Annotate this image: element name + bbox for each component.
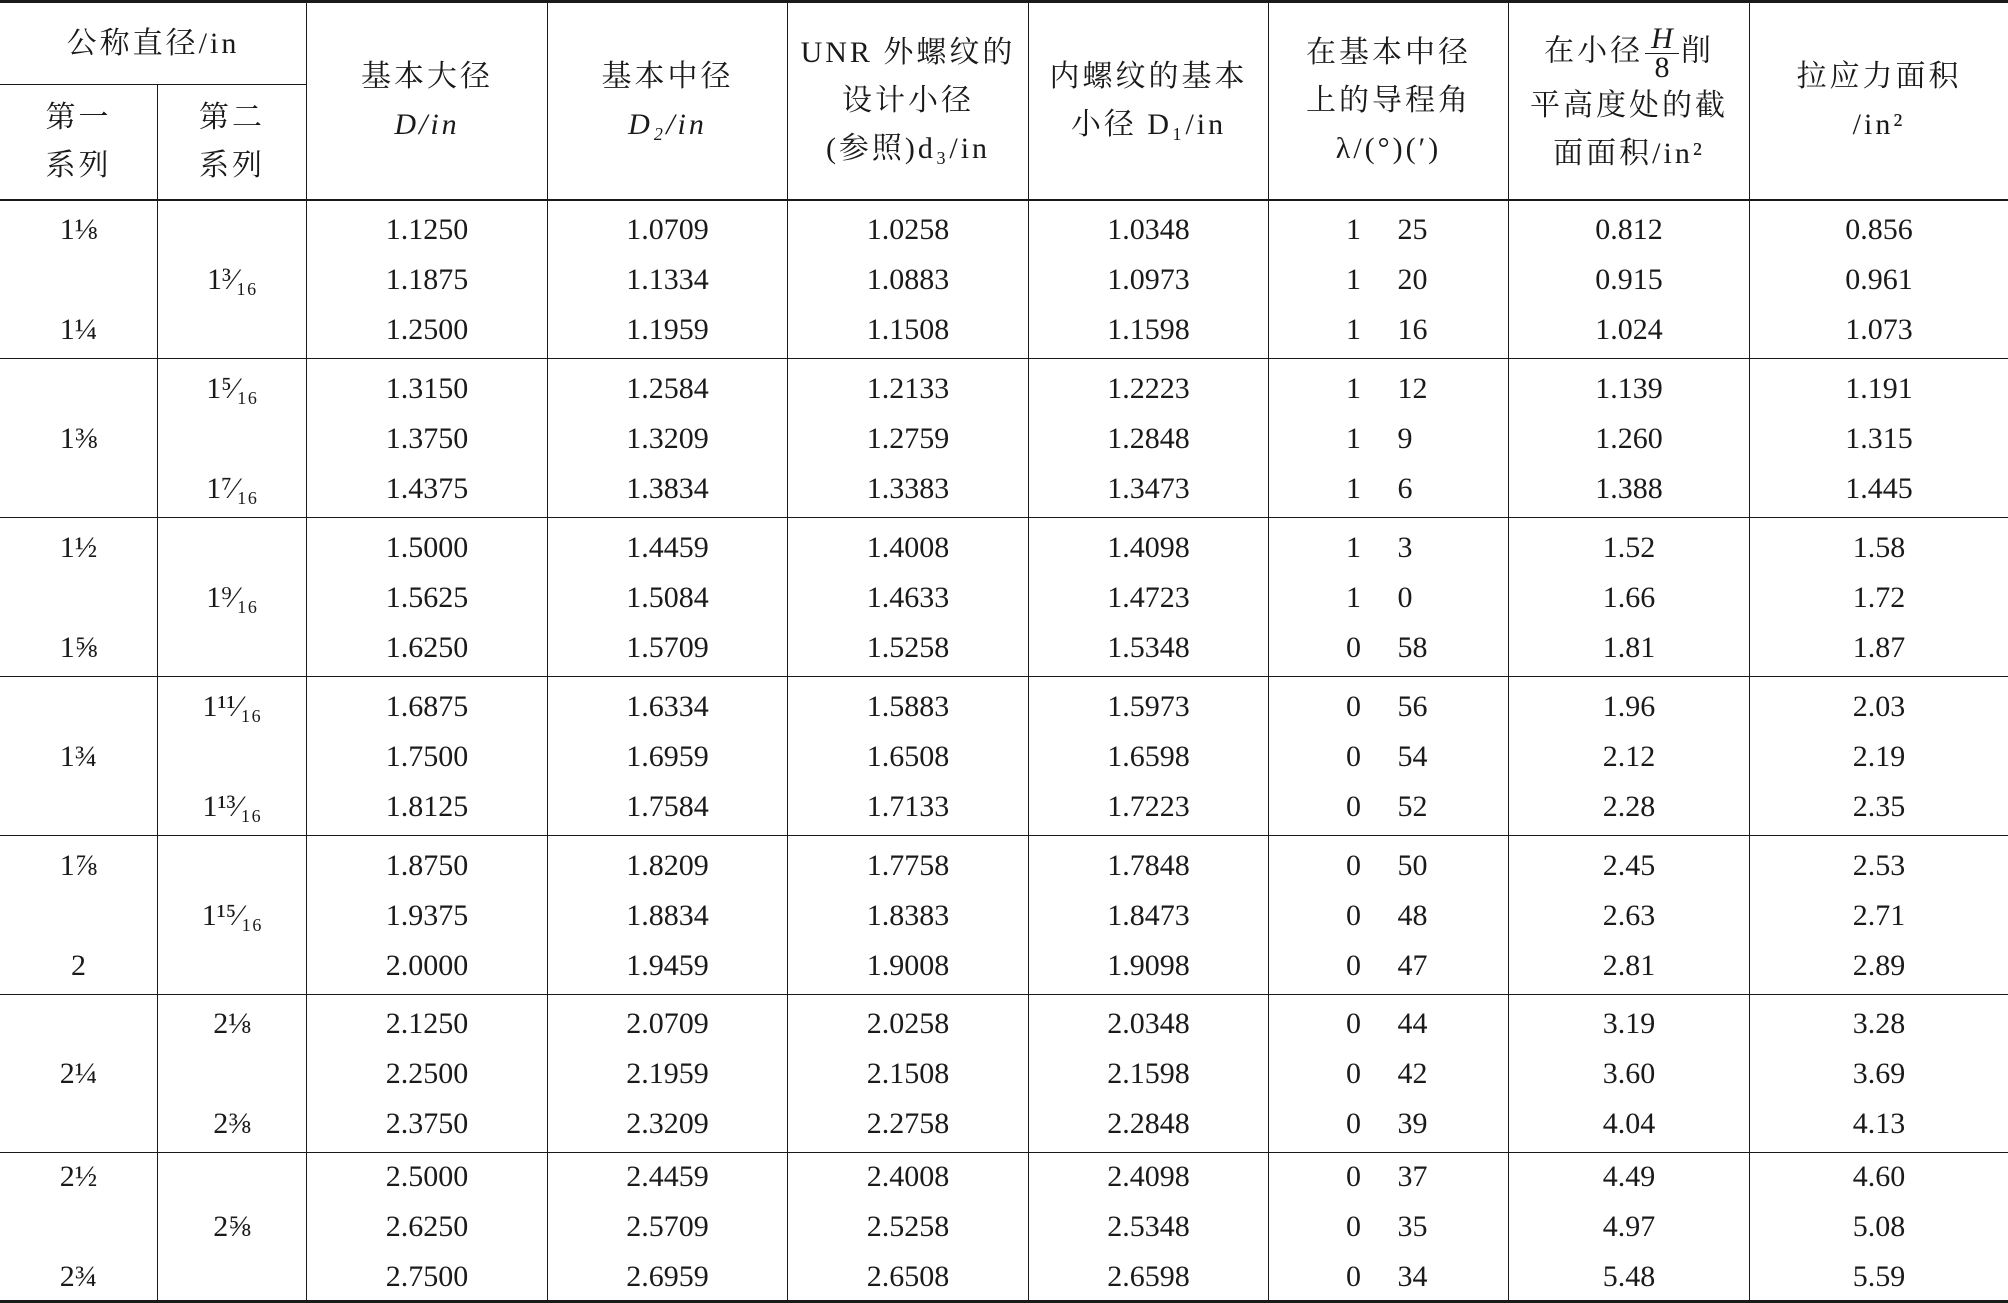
- internal-minor-cell: 2.2848: [1107, 1107, 1190, 1140]
- major-diameter-cell: 1.8125: [385, 790, 469, 823]
- unr-minor-cell: 2.6508: [866, 1260, 950, 1293]
- pitch-diameter-cell: 1.2584: [626, 372, 709, 405]
- lead-angle-cell: [1269, 1099, 1508, 1149]
- internal-minor-cell: 1.3473: [1107, 472, 1190, 505]
- lead-angle-minutes: 3: [1397, 531, 1413, 564]
- section-area-cell: 2.63: [1602, 899, 1656, 932]
- pitch-diameter-cell: 2.4459: [626, 1160, 709, 1193]
- lead-angle-degrees: 0: [1346, 631, 1361, 664]
- header-pitch-line1: 基本中径: [601, 60, 734, 93]
- lead-angle-cell: [1269, 732, 1508, 782]
- lead-angle-minutes: 48: [1397, 899, 1428, 932]
- group-rule: [0, 994, 2008, 995]
- lead-angle-minutes: 12: [1397, 372, 1428, 405]
- lead-angle-degrees: 1: [1346, 372, 1361, 405]
- first-series-cell: [0, 464, 157, 514]
- unr-minor-cell: 1.3383: [866, 472, 950, 505]
- header-lead-line3: λ/(°)(′): [1335, 132, 1442, 165]
- pitch-diameter-cell: 1.6959: [626, 740, 709, 773]
- stress-area-cell: 2.03: [1852, 690, 1906, 723]
- section-area-cell: 1.139: [1595, 372, 1663, 405]
- lead-angle-degrees: 0: [1346, 1007, 1361, 1040]
- stress-area-cell: 1.72: [1852, 581, 1906, 614]
- first-series-cell: 1⅛: [59, 213, 98, 246]
- lead-angle-degrees: 1: [1346, 472, 1361, 505]
- section-area-cell: 3.60: [1602, 1057, 1656, 1090]
- pitch-diameter-cell: 1.8834: [626, 899, 709, 932]
- major-diameter-cell: 1.5000: [385, 531, 469, 564]
- stress-area-cell: 1.191: [1845, 372, 1913, 405]
- lead-angle-degrees: 1: [1346, 213, 1361, 246]
- header-stress-line2: /in²: [1852, 108, 1906, 141]
- internal-minor-cell: 2.4098: [1107, 1160, 1190, 1193]
- second-series-cell: [158, 941, 306, 991]
- stress-area-cell: 4.13: [1852, 1107, 1906, 1140]
- unr-minor-cell: 1.5883: [866, 690, 950, 723]
- stress-area-cell: 5.08: [1852, 1210, 1906, 1243]
- lead-angle-minutes: 35: [1397, 1210, 1428, 1243]
- stress-area-cell: 2.35: [1852, 790, 1906, 823]
- lead-angle-degrees: 0: [1346, 740, 1361, 773]
- lead-angle-degrees: 0: [1346, 1057, 1361, 1090]
- stress-area-cell: 1.445: [1845, 472, 1913, 505]
- stress-area-cell: 3.69: [1852, 1057, 1906, 1090]
- first-series-cell: 1¼: [59, 313, 98, 346]
- first-series-cell: 2: [71, 949, 86, 982]
- section-area-cell: 1.81: [1602, 631, 1656, 664]
- first-series-cell: 1⅝: [59, 631, 98, 664]
- internal-minor-cell: 2.0348: [1107, 1007, 1190, 1040]
- header-internal-minor-diameter: [1029, 3, 1268, 199]
- pitch-diameter-cell: 2.0709: [626, 1007, 709, 1040]
- first-series-cell: 2½: [59, 1160, 98, 1193]
- internal-minor-cell: 1.8473: [1107, 899, 1190, 932]
- internal-minor-cell: 1.7223: [1107, 790, 1190, 823]
- stress-area-cell: 2.89: [1852, 949, 1906, 982]
- section-area-cell: 5.48: [1602, 1260, 1656, 1293]
- header-nominal-diameter: [0, 3, 306, 84]
- pitch-diameter-cell: 1.9459: [626, 949, 709, 982]
- section-area-cell: 1.260: [1595, 422, 1663, 455]
- major-diameter-cell: 1.8750: [385, 849, 469, 882]
- header-internal-line2: 小径 D₁/in: [1070, 108, 1227, 141]
- lead-angle-degrees: 0: [1346, 690, 1361, 723]
- internal-minor-cell: 2.6598: [1107, 1260, 1190, 1293]
- stress-area-cell: 1.58: [1852, 531, 1906, 564]
- first-series-cell: [0, 1099, 157, 1149]
- lead-angle-cell: [1269, 523, 1508, 573]
- first-series-cell: [0, 573, 157, 623]
- first-series-cell: [0, 999, 157, 1049]
- lead-angle-cell: [1269, 464, 1508, 514]
- internal-minor-cell: 1.2848: [1107, 422, 1190, 455]
- internal-minor-cell: 1.4098: [1107, 531, 1190, 564]
- section-area-cell: 0.915: [1595, 263, 1663, 296]
- major-diameter-cell: 1.4375: [385, 472, 469, 505]
- internal-minor-cell: 1.2223: [1107, 372, 1190, 405]
- lead-angle-minutes: 52: [1397, 790, 1428, 823]
- section-area-cell: 1.66: [1602, 581, 1656, 614]
- lead-angle-minutes: 47: [1397, 949, 1428, 982]
- major-diameter-cell: 2.2500: [385, 1057, 469, 1090]
- lead-angle-degrees: 1: [1346, 313, 1361, 346]
- lead-angle-degrees: 0: [1346, 790, 1361, 823]
- section-area-cell: 1.96: [1602, 690, 1656, 723]
- lead-angle-cell: [1269, 682, 1508, 732]
- header-section-suffix: 削: [1680, 33, 1714, 67]
- header-unr-line2: 设计小径: [842, 84, 974, 117]
- section-area-cell: 2.12: [1602, 740, 1656, 773]
- second-series-cell: 2⅛: [213, 1007, 251, 1040]
- unr-minor-cell: 1.0883: [866, 263, 950, 296]
- lead-angle-minutes: 58: [1397, 631, 1428, 664]
- lead-angle-minutes: 54: [1397, 740, 1428, 773]
- lead-angle-minutes: 56: [1397, 690, 1428, 723]
- unr-minor-cell: 2.0258: [866, 1007, 950, 1040]
- lead-angle-degrees: 1: [1346, 581, 1361, 614]
- pitch-diameter-cell: 1.7584: [626, 790, 709, 823]
- lead-angle-cell: [1269, 999, 1508, 1049]
- header-section-line2: 平高度处的截: [1530, 88, 1728, 122]
- header-internal-line1: 内螺纹的基本: [1049, 60, 1248, 93]
- major-diameter-cell: 1.1875: [385, 263, 469, 296]
- lead-angle-degrees: 1: [1346, 531, 1361, 564]
- h-over-8-fraction: [1645, 21, 1679, 84]
- second-series-cell: [158, 1049, 306, 1099]
- section-area-cell: 0.812: [1595, 213, 1663, 246]
- header-basic-pitch-diameter: [548, 3, 787, 199]
- major-diameter-cell: 1.1250: [385, 213, 469, 246]
- lead-angle-cell: [1269, 1202, 1508, 1252]
- major-diameter-cell: 1.6250: [385, 631, 469, 664]
- pitch-diameter-cell: 1.1334: [626, 263, 709, 296]
- pitch-diameter-cell: 2.6959: [626, 1260, 709, 1293]
- internal-minor-cell: 1.1598: [1107, 313, 1190, 346]
- pitch-diameter-cell: 1.5084: [626, 581, 709, 614]
- group-rule: [0, 517, 2008, 518]
- second-series-cell: 1¹¹⁄₁₆: [202, 690, 262, 723]
- lead-angle-cell: [1269, 782, 1508, 832]
- pitch-diameter-cell: 2.1959: [626, 1057, 709, 1090]
- header-major-line2: D/in: [394, 108, 460, 141]
- lead-angle-minutes: 50: [1397, 849, 1428, 882]
- internal-minor-cell: 1.0973: [1107, 263, 1190, 296]
- header-major-line1: 基本大径: [361, 60, 493, 93]
- first-series-cell: 1⅞: [59, 849, 98, 882]
- second-series-cell: [158, 205, 306, 255]
- unr-minor-cell: 1.2133: [866, 372, 950, 405]
- group-rule: [0, 676, 2008, 677]
- stress-area-cell: 2.19: [1852, 740, 1906, 773]
- unr-minor-cell: 1.4633: [866, 581, 950, 614]
- pitch-diameter-cell: 1.6334: [626, 690, 709, 723]
- section-area-cell: 3.19: [1602, 1007, 1656, 1040]
- lead-angle-degrees: 0: [1346, 1107, 1361, 1140]
- header-basic-major-diameter: [307, 3, 547, 199]
- internal-minor-cell: 1.6598: [1107, 740, 1190, 773]
- lead-angle-minutes: 44: [1397, 1007, 1428, 1040]
- pitch-diameter-cell: 1.1959: [626, 313, 709, 346]
- fraction-numerator: H: [1645, 25, 1679, 54]
- stress-area-cell: 4.60: [1852, 1160, 1906, 1193]
- stress-area-cell: 0.856: [1845, 213, 1913, 246]
- major-diameter-cell: 1.3750: [385, 422, 469, 455]
- header-first-series-line2: 系列: [45, 149, 112, 182]
- stress-area-cell: 3.28: [1852, 1007, 1906, 1040]
- unr-minor-cell: 1.6508: [866, 740, 950, 773]
- major-diameter-cell: 1.7500: [385, 740, 469, 773]
- pitch-diameter-cell: 1.0709: [626, 213, 709, 246]
- group-rule: [0, 835, 2008, 836]
- unr-minor-cell: 1.8383: [866, 899, 950, 932]
- lead-angle-cell: [1269, 414, 1508, 464]
- header-lead-line1: 在基本中径: [1306, 36, 1471, 69]
- unr-minor-cell: 2.5258: [866, 1210, 950, 1243]
- lead-angle-degrees: 0: [1346, 899, 1361, 932]
- lead-angle-minutes: 0: [1397, 581, 1413, 614]
- pitch-diameter-cell: 1.8209: [626, 849, 709, 882]
- second-series-cell: 2⅝: [213, 1210, 251, 1243]
- header-unr-line1: UNR 外螺纹的: [800, 36, 1016, 69]
- lead-angle-minutes: 25: [1397, 213, 1428, 246]
- first-series-cell: [0, 1202, 157, 1252]
- lead-angle-minutes: 37: [1397, 1160, 1428, 1193]
- section-area-cell: 4.04: [1602, 1107, 1656, 1140]
- second-series-cell: 1³⁄₁₆: [207, 263, 257, 296]
- first-series-cell: [0, 255, 157, 305]
- second-series-cell: [158, 523, 306, 573]
- lead-angle-cell: [1269, 255, 1508, 305]
- second-series-cell: 1⁹⁄₁₆: [206, 581, 258, 614]
- unr-minor-cell: 1.9008: [866, 949, 950, 982]
- header-section-prefix: 在小径: [1544, 33, 1644, 67]
- section-area-cell: 4.97: [1602, 1210, 1656, 1243]
- header-section-area: [1509, 3, 1749, 199]
- section-area-cell: 2.45: [1602, 849, 1656, 882]
- header-nominal-label: 公称直径/in: [66, 26, 240, 60]
- first-series-cell: [0, 891, 157, 941]
- internal-minor-cell: 1.5348: [1107, 631, 1190, 664]
- fraction-denominator: 8: [1654, 50, 1670, 84]
- lead-angle-degrees: 0: [1346, 849, 1361, 882]
- group-rule: [0, 358, 2008, 359]
- lead-angle-cell: [1269, 1152, 1508, 1202]
- first-series-cell: [0, 364, 157, 414]
- major-diameter-cell: 1.6875: [385, 690, 469, 723]
- second-series-cell: 1¹⁵⁄₁₆: [201, 899, 263, 932]
- header-lead-angle: [1269, 3, 1508, 199]
- lead-angle-minutes: 39: [1397, 1107, 1428, 1140]
- lead-angle-minutes: 42: [1397, 1057, 1428, 1090]
- second-series-cell: [158, 414, 306, 464]
- stress-area-cell: 1.315: [1845, 422, 1913, 455]
- section-area-cell: 1.024: [1595, 313, 1663, 346]
- major-diameter-cell: 2.7500: [385, 1260, 469, 1293]
- lead-angle-cell: [1269, 305, 1508, 355]
- stress-area-cell: 2.71: [1852, 899, 1906, 932]
- unr-minor-cell: 1.7133: [866, 790, 950, 823]
- header-section-line3: 面面积/in²: [1553, 136, 1705, 170]
- internal-minor-cell: 1.5973: [1107, 690, 1190, 723]
- first-series-cell: 1¾: [59, 740, 98, 773]
- header-second-series-line1: 第二: [199, 101, 265, 134]
- lead-angle-degrees: 1: [1346, 422, 1361, 455]
- internal-minor-cell: 2.1598: [1107, 1057, 1190, 1090]
- lead-angle-cell: [1269, 364, 1508, 414]
- unr-minor-cell: 1.4008: [866, 531, 950, 564]
- section-area-cell: 2.28: [1602, 790, 1656, 823]
- pitch-diameter-cell: 1.5709: [626, 631, 709, 664]
- lead-angle-degrees: 1: [1346, 263, 1361, 296]
- major-diameter-cell: 1.9375: [385, 899, 469, 932]
- header-stress-area: [1750, 3, 2008, 199]
- internal-minor-cell: 2.5348: [1107, 1210, 1190, 1243]
- second-series-cell: [158, 1152, 306, 1202]
- stress-area-cell: 1.87: [1852, 631, 1906, 664]
- header-first-series: [0, 85, 157, 199]
- second-series-cell: 1⁵⁄₁₆: [206, 372, 258, 405]
- second-series-cell: [158, 623, 306, 673]
- second-series-cell: 2⅜: [213, 1107, 251, 1140]
- internal-minor-cell: 1.4723: [1107, 581, 1190, 614]
- stress-area-cell: 2.53: [1852, 849, 1906, 882]
- major-diameter-cell: 2.1250: [385, 1007, 469, 1040]
- lead-angle-cell: [1269, 841, 1508, 891]
- header-lead-line2: 上的导程角: [1306, 84, 1471, 117]
- lead-angle-minutes: 6: [1397, 472, 1413, 505]
- unr-minor-cell: 1.1508: [866, 313, 950, 346]
- major-diameter-cell: 2.3750: [385, 1107, 469, 1140]
- header-second-series: [158, 85, 306, 199]
- first-series-cell: 2¾: [59, 1260, 98, 1293]
- pitch-diameter-cell: 2.3209: [626, 1107, 709, 1140]
- lead-angle-cell: [1269, 623, 1508, 673]
- first-series-cell: [0, 682, 157, 732]
- second-series-cell: [158, 732, 306, 782]
- major-diameter-cell: 1.2500: [385, 313, 469, 346]
- header-pitch-line2: D₂/in: [628, 108, 707, 141]
- second-series-cell: 1¹³⁄₁₆: [202, 790, 262, 823]
- pitch-diameter-cell: 1.3209: [626, 422, 709, 455]
- internal-minor-cell: 1.0348: [1107, 213, 1190, 246]
- internal-minor-cell: 1.7848: [1107, 849, 1190, 882]
- stress-area-cell: 5.59: [1852, 1260, 1906, 1293]
- internal-minor-cell: 1.9098: [1107, 949, 1190, 982]
- lead-angle-cell: [1269, 941, 1508, 991]
- major-diameter-cell: 1.5625: [385, 581, 469, 614]
- major-diameter-cell: 2.0000: [385, 949, 469, 982]
- unr-minor-cell: 2.1508: [866, 1057, 950, 1090]
- header-section-line1: [1544, 21, 1714, 84]
- unr-minor-cell: 1.2759: [866, 422, 950, 455]
- header-bottom-rule: [0, 199, 2008, 201]
- pitch-diameter-cell: 1.4459: [626, 531, 709, 564]
- pitch-diameter-cell: 2.5709: [626, 1210, 709, 1243]
- lead-angle-cell: [1269, 891, 1508, 941]
- section-area-cell: 4.49: [1602, 1160, 1656, 1193]
- unr-minor-cell: 1.5258: [866, 631, 950, 664]
- lead-angle-cell: [1269, 573, 1508, 623]
- second-series-cell: [158, 305, 306, 355]
- first-series-cell: 1½: [59, 531, 98, 564]
- second-series-cell: 1⁷⁄₁₆: [206, 472, 258, 505]
- stress-area-cell: 1.073: [1845, 313, 1913, 346]
- lead-angle-cell: [1269, 1049, 1508, 1099]
- major-diameter-cell: 2.6250: [385, 1210, 469, 1243]
- lead-angle-minutes: 20: [1397, 263, 1428, 296]
- header-stress-line1: 拉应力面积: [1796, 60, 1962, 93]
- stress-area-cell: 0.961: [1845, 263, 1913, 296]
- lead-angle-degrees: 0: [1346, 1260, 1361, 1293]
- section-area-cell: 1.388: [1595, 472, 1663, 505]
- first-series-cell: [0, 782, 157, 832]
- lead-angle-degrees: 0: [1346, 1210, 1361, 1243]
- lead-angle-cell: [1269, 205, 1508, 255]
- second-series-cell: [158, 1252, 306, 1302]
- second-series-cell: [158, 841, 306, 891]
- header-second-series-line2: 系列: [199, 149, 265, 182]
- lead-angle-minutes: 34: [1397, 1260, 1428, 1293]
- pitch-diameter-cell: 1.3834: [626, 472, 709, 505]
- section-area-cell: 2.81: [1602, 949, 1656, 982]
- lead-angle-minutes: 16: [1397, 313, 1428, 346]
- first-series-cell: 2¼: [59, 1057, 98, 1090]
- header-unr-line3: (参照)d₃/in: [825, 132, 991, 165]
- unr-minor-cell: 2.2758: [866, 1107, 950, 1140]
- section-area-cell: 1.52: [1602, 531, 1656, 564]
- lead-angle-degrees: 0: [1346, 1160, 1361, 1193]
- first-series-cell: 1⅜: [59, 422, 98, 455]
- header-first-series-line1: 第一: [45, 101, 112, 134]
- major-diameter-cell: 1.3150: [385, 372, 469, 405]
- major-diameter-cell: 2.5000: [385, 1160, 469, 1193]
- lead-angle-degrees: 0: [1346, 949, 1361, 982]
- header-unr-minor-diameter: [788, 3, 1028, 199]
- unr-minor-cell: 2.4008: [866, 1160, 950, 1193]
- unr-minor-cell: 1.0258: [866, 213, 950, 246]
- unr-minor-cell: 1.7758: [866, 849, 950, 882]
- lead-angle-minutes: 9: [1397, 422, 1413, 455]
- lead-angle-cell: [1269, 1252, 1508, 1302]
